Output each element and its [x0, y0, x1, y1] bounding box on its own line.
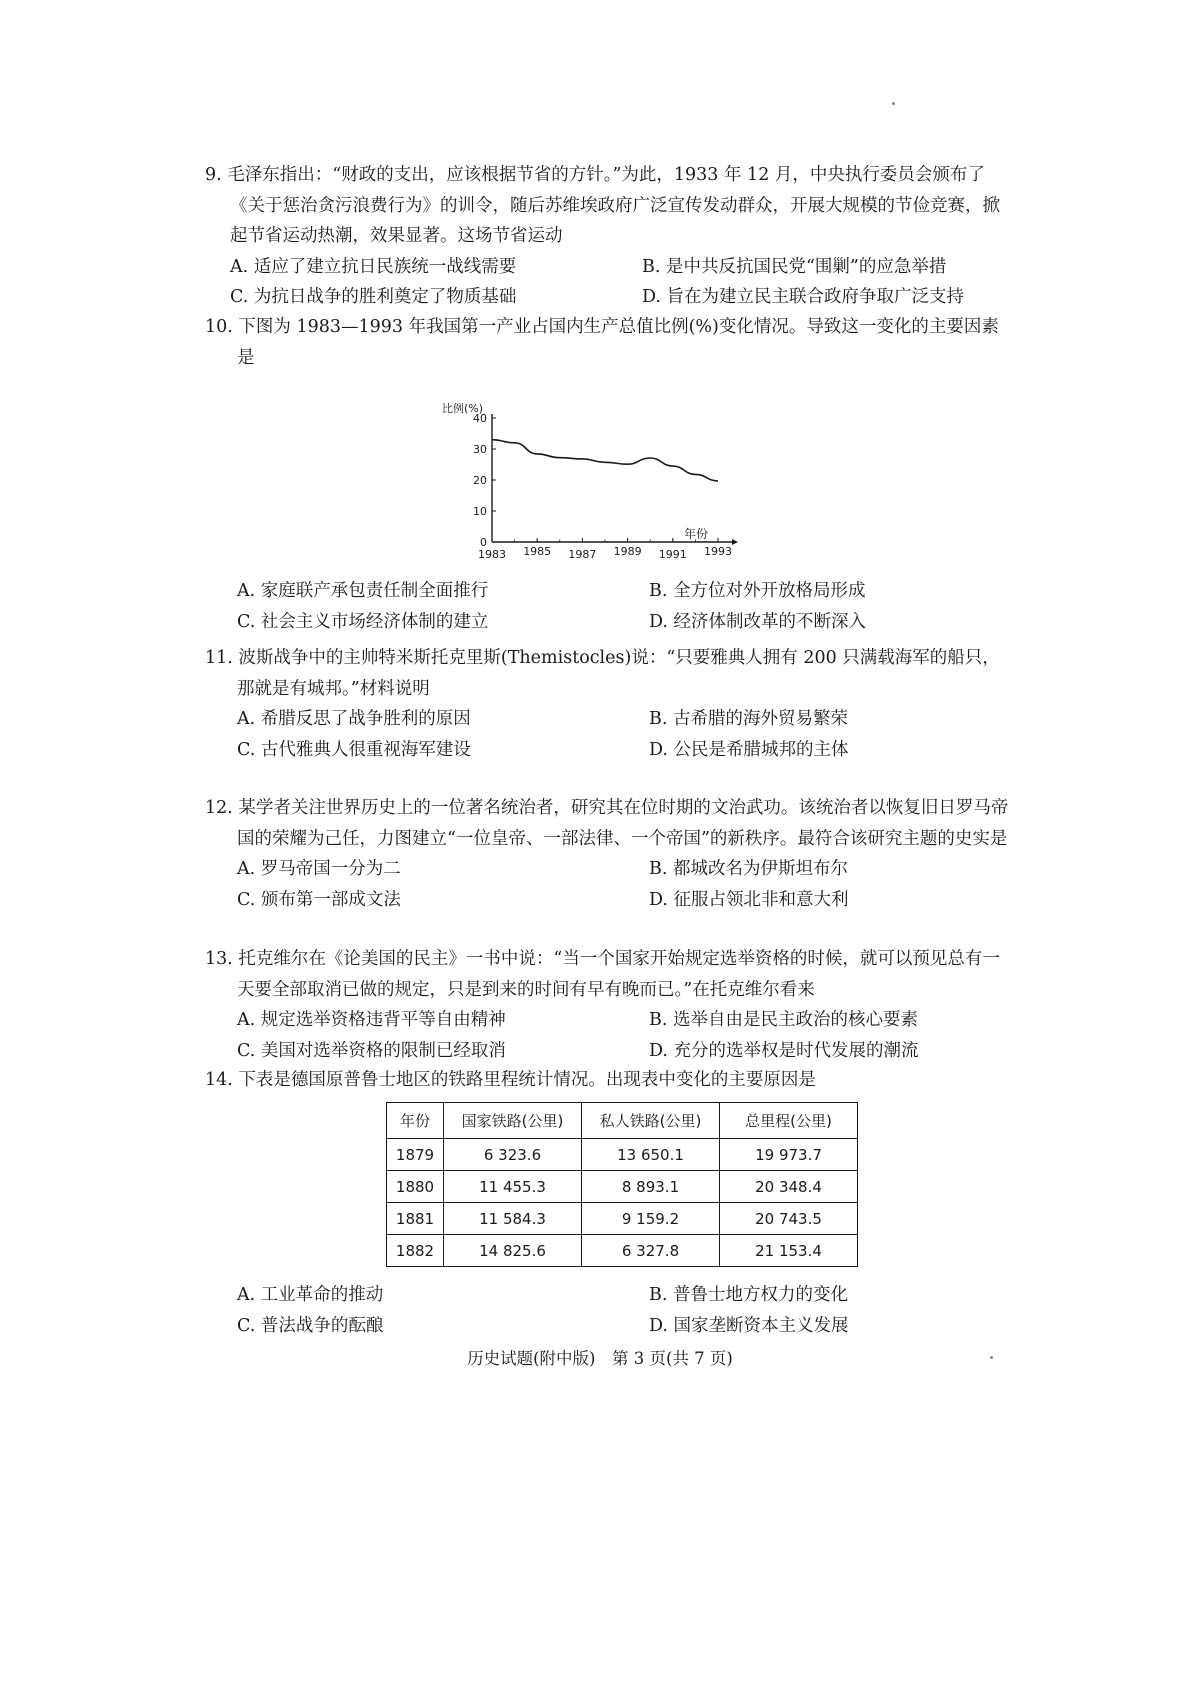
- header-total-mileage: 总里程(公里): [720, 1103, 858, 1139]
- table-row: [387, 1139, 858, 1171]
- option-d: D. 公民是希腊城邦的主体: [649, 739, 849, 760]
- cell-year: 1882: [387, 1235, 444, 1267]
- cell-private: 13 650.1: [582, 1139, 720, 1171]
- question-10-options: [237, 576, 1015, 637]
- option-d: D. 经济体制改革的不断深入: [649, 611, 867, 632]
- question-14-stem: 14. 下表是德国原普鲁士地区的铁路里程统计情况。出现表中变化的主要原因是: [205, 1070, 816, 1090]
- cell-year: 1881: [387, 1203, 444, 1235]
- x-tick-label: 1993: [704, 545, 732, 558]
- table-row: [387, 1235, 858, 1267]
- cell-state: 6 323.6: [444, 1139, 582, 1171]
- option-b: B. 全方位对外开放格局形成: [649, 581, 866, 601]
- question-11-stem: 11. 波斯战争中的主帅特米斯托克里斯(Themistocles)说：“只要雅典人拥有 200 只满载海军的船只，那就是有城邦。”材料说明: [205, 648, 1000, 699]
- y-tick-label: 30: [473, 443, 487, 456]
- header-state-railway: 国家铁路(公里): [444, 1103, 582, 1139]
- cell-total: 20 743.5: [720, 1203, 858, 1235]
- option-b: B. 都城改名为伊斯坦布尔: [649, 859, 848, 879]
- series-line: [492, 440, 718, 481]
- cell-state: 11 455.3: [444, 1171, 582, 1203]
- cell-private: 6 327.8: [582, 1235, 720, 1267]
- question-14-options-block: [205, 1280, 1015, 1341]
- y-tick-label: 0: [480, 536, 487, 549]
- option-b: B. 选举自由是民主政治的核心要素: [649, 1010, 918, 1030]
- option-a: A. 希腊反思了战争胜利的原因: [237, 709, 471, 729]
- primary-industry-line-chart: [442, 398, 738, 570]
- cell-total: 20 348.4: [720, 1171, 858, 1203]
- question-13-stem: 13. 托克维尔在《论美国的民主》一书中说：“当一个国家开始规定选举资格的时候，就可以预见总有一天要全部取消已做的规定，只是到来的时间有早有晚而已。”在托克维尔看来: [205, 949, 1000, 1000]
- cell-total: 19 973.7: [720, 1139, 858, 1171]
- table-row: [387, 1171, 858, 1203]
- y-tick-label: 10: [473, 505, 487, 518]
- option-d: D. 旨在为建立民主联合政府争取广泛支持: [642, 287, 965, 307]
- cell-private: 8 893.1: [582, 1171, 720, 1203]
- question-12: [205, 793, 1015, 915]
- question-10-options-block: [205, 576, 1015, 637]
- question-9-options: [230, 252, 1015, 313]
- option-c: C. 社会主义市场经济体制的建立: [237, 611, 489, 632]
- y-tick-label: 20: [473, 474, 487, 487]
- cell-year: 1879: [387, 1139, 444, 1171]
- option-c: C. 古代雅典人很重视海军建设: [237, 739, 471, 760]
- question-14: [205, 1065, 1015, 1096]
- option-d: D. 国家垄断资本主义发展: [649, 1315, 849, 1336]
- option-a: A. 适应了建立抗日民族统一战线需要: [230, 256, 517, 277]
- question-13-options: [237, 1005, 1015, 1066]
- question-12-stem: 12. 某学者关注世界历史上的一位著名统治者，研究其在位时期的文治武功。该统治者以恢复旧日罗马帝国的荣耀为己任，力图建立“一位皇帝、一部法律、一个帝国”的新秩序。最符合该研究主题的史实是: [205, 798, 1009, 849]
- question-9-stem: 9. 毛泽东指出：“财政的支出，应该根据节省的方针。”为此，1933 年 12 月，中央执行委员会颁布了《关于惩治贪污浪费行为》的训令，随后苏维埃政府广泛宣传发动群众，开展大规模的节俭竞赛，掀起节省运动热潮，效果显著。这场节省运动: [205, 165, 1000, 246]
- question-10: [205, 312, 1015, 373]
- cell-state: 11 584.3: [444, 1203, 582, 1235]
- railway-mileage-table: [386, 1102, 858, 1267]
- cell-total: 21 153.4: [720, 1235, 858, 1267]
- table-row: [387, 1203, 858, 1235]
- x-tick-label: 1987: [568, 548, 597, 561]
- option-d: D. 征服占领北非和意大利: [649, 889, 849, 910]
- option-a: A. 家庭联产承包责任制全面推行: [237, 581, 489, 601]
- option-a: A. 规定选举资格违背平等自由精神: [237, 1010, 506, 1030]
- x-tick-label: 1989: [613, 545, 642, 558]
- option-c: C. 美国对选举资格的限制已经取消: [237, 1040, 506, 1061]
- question-11: [205, 643, 1015, 765]
- table-header-row: [387, 1103, 858, 1139]
- question-14-options: [237, 1280, 1015, 1341]
- question-12-options: [237, 854, 1015, 915]
- header-private-railway: 私人铁路(公里): [582, 1103, 720, 1139]
- option-b: B. 普鲁士地方权力的变化: [649, 1285, 848, 1305]
- question-13: [205, 944, 1015, 1066]
- scan-speck: [990, 1356, 993, 1359]
- question-10-stem: 10. 下图为 1983—1993 年我国第一产业占国内生产总值比例(%)变化情况。导致这一变化的主要因素是: [205, 317, 999, 368]
- cell-year: 1880: [387, 1171, 444, 1203]
- option-a: A. 罗马帝国一分为二: [237, 859, 401, 879]
- option-a: A. 工业革命的推动: [237, 1285, 384, 1305]
- option-c: C. 为抗日战争的胜利奠定了物质基础: [230, 287, 517, 307]
- x-tick-label: 1991: [658, 548, 687, 561]
- y-tick-label: 40: [473, 412, 487, 425]
- option-d: D. 充分的选举权是时代发展的潮流: [649, 1040, 919, 1061]
- x-axis-arrow: [732, 539, 738, 545]
- question-9: [205, 160, 1015, 313]
- cell-state: 14 825.6: [444, 1235, 582, 1267]
- question-11-options: [237, 704, 1015, 765]
- scan-speck: [892, 102, 895, 105]
- header-year: 年份: [387, 1103, 444, 1139]
- option-c: C. 颁布第一部成文法: [237, 889, 401, 910]
- option-b: B. 古希腊的海外贸易繁荣: [649, 709, 848, 729]
- option-c: C. 普法战争的酝酿: [237, 1315, 384, 1336]
- cell-private: 9 159.2: [582, 1203, 720, 1235]
- x-tick-label: 1985: [523, 545, 552, 558]
- option-b: B. 是中共反抗国民党“围剿”的应急举措: [642, 256, 947, 277]
- x-tick-label: 1983: [478, 548, 506, 561]
- x-axis-label: 年份: [684, 527, 709, 541]
- page-footer: 历史试题(附中版) 第 3 页(共 7 页): [467, 1349, 733, 1368]
- y-axis-label: 比例(%): [442, 402, 484, 415]
